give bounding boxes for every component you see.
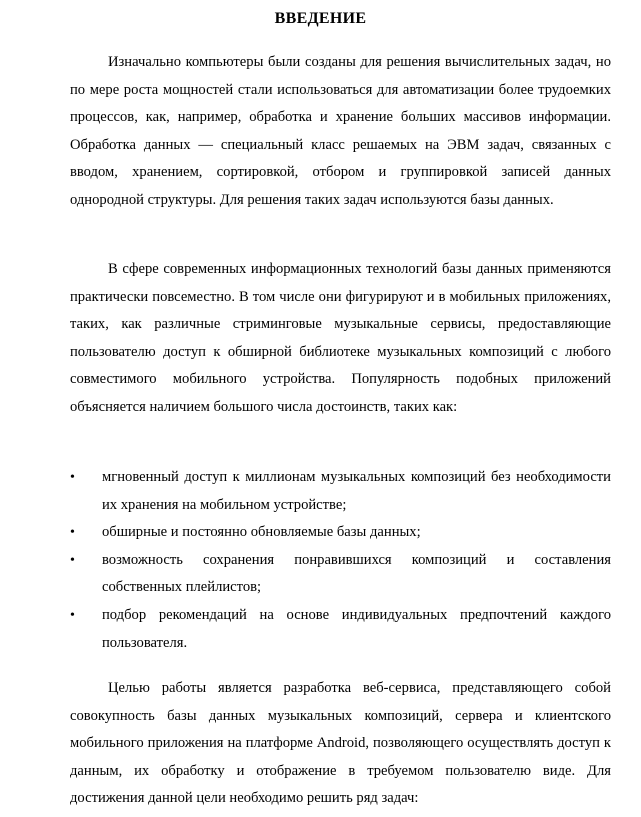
list-item-text: возможность сохранения понравившихся композиций и составления собственных плейлистов; <box>102 551 611 596</box>
bullet-icon: • <box>70 470 75 485</box>
list-item-text: обширные и постоянно обновляемые базы данных; <box>102 524 421 541</box>
intro-paragraph: Изначально компьютеры были созданы для решения вычислительных задач, но по мере роста мощностей стали использоваться для автоматизации более трудоемких процессов, как, например, обработка и хранение больших массивов информации. Обработка данных — специальный класс решаемых на ЭВМ задач, связанных с вводом, хранением, сортировкой, отбором и группировкой записей данных однородной структуры. Для решения таких задач используются базы данных. <box>70 54 611 208</box>
usage-paragraph: В сфере современных информационных технологий базы данных применяются практически повсеместно. В том числе они фигурируют и в мобильных приложениях, таких, как различные стриминговые музыкальные сервисы, предоставляющие пользователю доступ к обширной библиотеке музыкальных композиций с любого совместимого мобильного устройства. Популярность подобных приложений объясняется наличием большого числа достоинств, таких как: <box>70 261 611 415</box>
bullet-icon: • <box>70 525 75 541</box>
bullet-icon: • <box>70 552 75 568</box>
list-item <box>70 519 611 547</box>
goal-paragraph: Целью работы является разработка веб-сервиса, представляющего собой совокупность базы данных музыкальных композиций, сервера и клиентского мобильного приложения на платформе Android, позволяющего осуществлять доступ к данным, их обработку и отображение в требуемом пользователю виде. Для достижения данной цели необходимо решить ряд задач: <box>70 680 611 807</box>
list-item-text: подбор рекомендаций на основе индивидуальных предпочтений каждого пользователя. <box>102 606 611 651</box>
list-item <box>70 547 611 602</box>
advantages-list <box>70 464 611 657</box>
bullet-icon: • <box>70 607 75 623</box>
list-item-text: мгновенный доступ к миллионам музыкальных композиций без необходимости их хранения на мобильном устройстве; <box>102 469 611 513</box>
list-item <box>70 602 611 657</box>
page-title: ВВЕДЕНИЕ <box>274 10 367 27</box>
list-item <box>70 464 611 519</box>
